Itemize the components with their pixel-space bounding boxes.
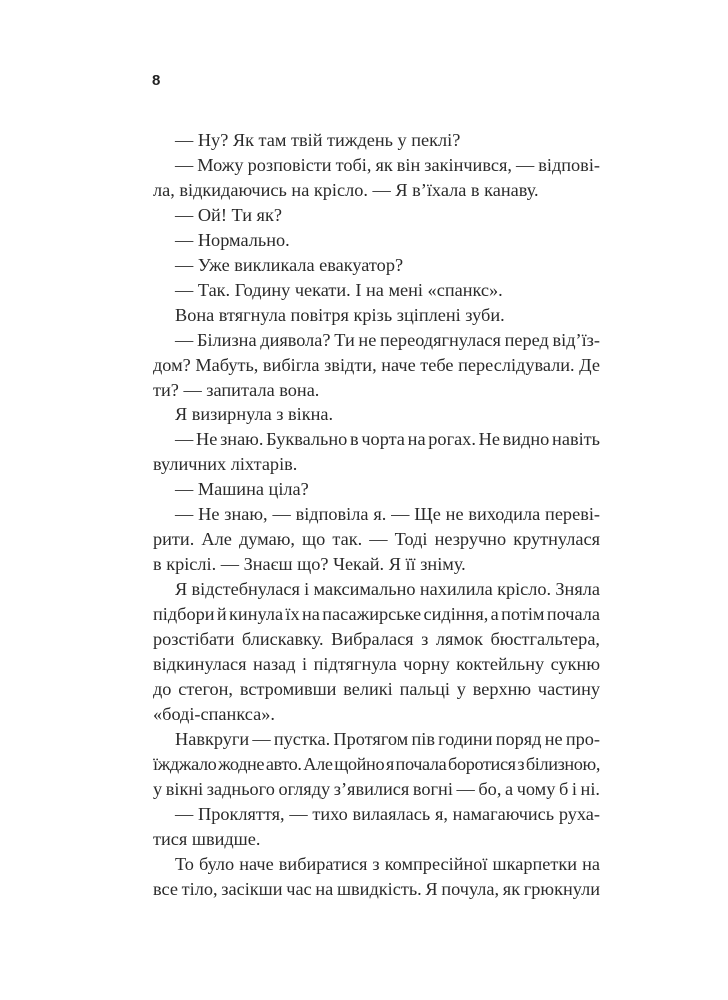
text-line: — Ой! Ти як? — [175, 204, 282, 225]
text-line: ла, відкидаючись на крісло. — Я в’їхала в канаву. — [153, 179, 539, 200]
text-line: у вікні заднього огляду з’явилися вогні — бо, а чому б і ні. — [153, 778, 600, 799]
text-line: — Прокляття, — тихо вилаялась я, намагаючись руха- — [175, 803, 600, 824]
text-line: — Білизна диявола? Ти не переодягнулася перед від’їз- — [175, 329, 600, 350]
text-line: вуличних ліхтарів. — [153, 454, 298, 475]
page-number: 8 — [152, 72, 161, 89]
text-line: — Так. Годину чекати. І на мені «спанкс». — [175, 279, 503, 300]
text-line: Вона втягнула повітря крізь зціплені зуби. — [175, 304, 505, 325]
text-line: в кріслі. — Знаєш що? Чекай. Я її зніму. — [153, 554, 466, 575]
text-line: — Не знаю. Буквально в чорта на рогах. Не видно навіть — [175, 429, 600, 450]
text-line: тися швидше. — [153, 828, 261, 849]
text-line: дом? Мабуть, вибігла звідти, наче тебе переслідували. Де — [153, 354, 600, 375]
text-line: — Ну? Як там твій тиждень у пеклі? — [175, 130, 461, 150]
text-line: ти? — запитала вона. — [153, 379, 320, 400]
page-body-text — [153, 128, 600, 902]
text-line: — Можу розповісти тобі, як він закінчився, — відпові- — [175, 154, 600, 175]
text-line: — Нормально. — [175, 229, 290, 250]
text-line: їжджало жодне авто. Але щойно я почала боротися з білизною, — [153, 753, 600, 774]
text-line: підбори й кинула їх на пасажирське сидіння, а потім почала — [153, 604, 600, 625]
text-line: Я відстебнулася і максимально нахилила крісло. Зняла — [175, 579, 600, 600]
text-line: «боді-спанкса». — [153, 703, 275, 724]
text-line: Я визирнула з вікна. — [175, 404, 334, 425]
text-line: — Не знаю, — відповіла я. — Ще не виходила переві- — [175, 504, 600, 525]
text-line: — Уже викликала евакуатор? — [175, 254, 404, 275]
text-line: відкинулася назад і підтягнула чорну коктейльну сукню — [153, 654, 600, 675]
text-line: Навкруги — пустка. Протягом пів години поряд не про- — [175, 728, 600, 749]
text-line: — Машина ціла? — [175, 479, 309, 500]
text-line: рити. Але думаю, що так. — Тоді незручно крутнулася — [153, 529, 600, 550]
text-line: все тіло, засікши час на швидкість. Я почула, як грюкнули — [153, 878, 600, 899]
text-line: То було наче вибиратися з компресійної шкарпетки на — [175, 853, 600, 874]
text-line: до стегон, встромивши великі пальці у верхню частину — [153, 678, 600, 699]
text-line: розстібати блискавку. Вибралася з лямок бюстгальтера, — [153, 629, 600, 650]
